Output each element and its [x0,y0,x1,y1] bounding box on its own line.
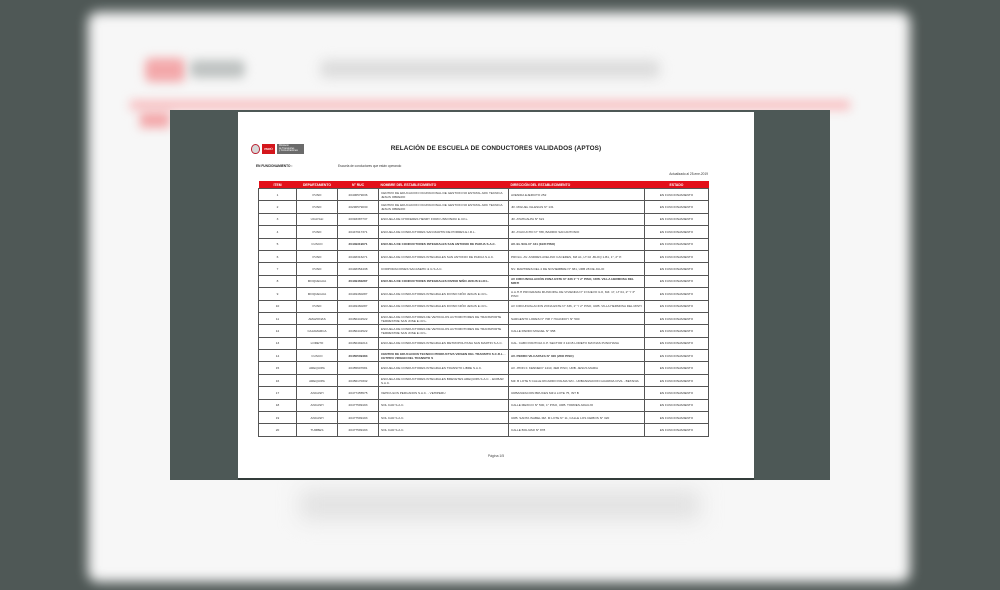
cell-estado: EN FUNCIONAMIENTO [645,263,709,275]
column-header-ruc: N° RUC [338,181,379,189]
cell-direccion: CALLE MEXICO N° 500, 1° PISO, URB. TORRES ARAUJO [509,399,645,411]
table-row [259,213,709,225]
cell-direccion: URBANIZACION BRUCES MZ A LOTE 75, INT B [509,387,645,399]
cell-estado: EN FUNCIONAMIENTO [645,424,709,436]
cell-item: 3 [259,213,297,225]
cell-item: 15 [259,362,297,374]
cell-ruc: 20477599193 [338,424,379,436]
page-number: Página 1/5 [487,454,505,458]
cell-departamento: CAJAMARCA [297,325,338,337]
blurred-background-ministry [190,60,245,78]
cell-direccion: A.A.H.H PROGRAMA MUNICIPAL DE VIVIENDA N° 9 NUEVO ILO, MZ. 17, LT 04, 2° Y 3° PISO [509,288,645,300]
cell-nombre: CENTRO DE EDUCACION OCUPACIONAL DE GESTION NO ESTATAL ARC TECNICA JESUS OBRERO [379,201,509,213]
cell-departamento: PUNO [297,189,338,201]
schools-table [258,181,709,437]
column-header-estado: ESTADO [645,181,709,189]
cell-direccion: AV. EL SOL N° 441 (1ER PISO) [509,238,645,250]
cell-nombre: ESCUELA DE CONDUCTORES INTEGRALES SAN ANTONIO DE PADUA S.A.C. [379,238,509,250]
table-row [259,387,709,399]
cell-item: 11 [259,312,297,324]
cell-estado: EN FUNCIONAMIENTO [645,189,709,201]
ministry-line-2: de Transportes [279,147,295,150]
cell-nombre: SOL CAR S.A.C. [379,424,509,436]
cell-departamento: AREQUIPA [297,374,338,386]
cell-nombre: CENTRO DE EDUCACION OCUPACIONAL DE GESTION NO ESTATAL ARC TECNICA JESUS OBRERO [379,189,509,201]
table-row [259,250,709,262]
cell-nombre: ESCUELA DE CONDUCTORES DE VEHICULOS AUTOMOTORES DE TRANSPORTE TERRESTRE SAN JOSE E.I.R.L. [379,312,509,324]
cell-nombre: ESCUELA DE CHOFERES HENRY FORD UNM PERU E.I.R.L. [379,213,509,225]
cell-direccion: JR. ATAHUALPA N° 621 [509,213,645,225]
cell-estado: EN FUNCIONAMIENTO [645,312,709,324]
table-row [259,399,709,411]
cell-estado: EN FUNCIONAMIENTO [645,275,709,287]
table-row [259,424,709,436]
cell-departamento: CUSCO [297,350,338,362]
ministry-line-3: y Comunicaciones [279,150,298,153]
cell-ruc: 20477599193 [338,399,379,411]
blurred-background-shadow [300,490,700,520]
ministry-line-1: Ministerio [279,145,289,148]
cell-nombre: ESCUELA DE CONDUCTORES INTEGRALES BREVETES AREQUIPA S.A.C. - ECIBAR S.A.C. [379,374,509,386]
cell-nombre: CORPORACIONES SACASEHC & G S.A.C. [379,263,509,275]
cell-departamento: PUNO [297,263,338,275]
cell-direccion: SARGENTO LORES N° 708 Y HUANDOY N° 500 [509,312,645,324]
cell-nombre: ESCUELA DE CONDUCTORES INTEGRALES DIVINO NIÑO JESUS E.I.R.L. [379,300,509,312]
legend-key: EN FUNCIONAMIENTO : [256,164,293,168]
cell-estado: EN FUNCIONAMIENTO [645,250,709,262]
cell-estado: EN FUNCIONAMIENTO [645,362,709,374]
legend-description: Escuela de conductores que están operando [338,164,402,168]
cell-direccion: CALLE PARDO MIGUEL N° 958 [509,325,645,337]
cell-direccion: JR. AYACUCHO N° 788, BARRIO SAN ANTONIO [509,226,645,238]
cell-item: 17 [259,387,297,399]
cell-estado: EN FUNCIONAMIENTO [645,325,709,337]
table-row [259,362,709,374]
cell-item: 20 [259,424,297,436]
cell-departamento: PUNO [297,300,338,312]
cell-estado: EN FUNCIONAMIENTO [645,238,709,250]
cell-item: 1 [259,189,297,201]
cell-nombre: ESCUELA DE CONDUCTORES INTEGRALES SAN ANTONIO DE PADUA S.A.C. [379,250,509,262]
cell-item: 6 [259,250,297,262]
table-row [259,226,709,238]
cell-direccion: AVENIDA EJERCITO 252 [509,189,645,201]
document-page [238,112,754,480]
cell-direccion: PROLG. AV. ANDRES AVELINO CACERES, MZ A1, LT 02 -BLOQ 1-B1, 1°, 2° P. [509,250,645,262]
cell-direccion: JR. MIGUEL IGLESIAS N° 131 [509,201,645,213]
table-row [259,337,709,349]
cell-departamento: CUSCO [297,238,338,250]
table-row [259,263,709,275]
cell-item: 18 [259,399,297,411]
table-header-row [259,181,709,189]
table-row [259,412,709,424]
document-viewer-frame [170,110,830,480]
cell-estado: EN FUNCIONAMIENTO [645,226,709,238]
cell-estado: EN FUNCIONAMIENTO [645,213,709,225]
cell-departamento: ANCASH [297,399,338,411]
cell-ruc: 20448354438 [338,263,379,275]
table-row [259,275,709,287]
document-title: RELACIÓN DE ESCUELA DE CONDUCTORES VALIDADOS (APTOS) [390,145,602,152]
column-header-item: ITEM [259,181,297,189]
cell-estado: EN FUNCIONAMIENTO [645,399,709,411]
cell-nombre: VEHICULOS PERUANOS S.A.C. - VEHIPERU [379,387,509,399]
cell-direccion: NV. MARTIRES DEL 4 DE NOVIEMBRE N° 381, URB 28 DE JULIO [509,263,645,275]
column-header-nombre: NOMBRE DEL ESTABLECIMIENTO [379,181,509,189]
cell-estado: EN FUNCIONAMIENTO [645,337,709,349]
cell-ruc: 20448316271 [338,250,379,262]
cell-item: 19 [259,412,297,424]
cell-ruc: 20449319071 [338,238,379,250]
cell-item: 12 [259,325,297,337]
cell-estado: EN FUNCIONAMIENTO [645,201,709,213]
cell-estado: EN FUNCIONAMIENTO [645,288,709,300]
cell-nombre: ESCUELA DE CONDUCTORES INTEGRALES TRANSITO LIBRE S.A.C. [379,362,509,374]
cell-estado: EN FUNCIONAMIENTO [645,300,709,312]
cell-direccion: AV. JHON F. KENNEDY 1410, 3ER PISO, URB. JESUS MARIA [509,362,645,374]
cell-item: 9 [259,288,297,300]
table-row [259,325,709,337]
cell-ruc: 20447917371 [338,226,379,238]
cell-nombre: ESCUELA DE CONDUCTORES SAN MARTIN DE PORRES E.I.R.L. [379,226,509,238]
cell-estado: EN FUNCIONAMIENTO [645,412,709,424]
cell-ruc: 20477599193 [338,412,379,424]
cell-ruc: 20450509483 [338,350,379,362]
cell-item: 4 [259,226,297,238]
cell-item: 2 [259,201,297,213]
table-row [259,350,709,362]
cell-departamento: PUNO [297,201,338,213]
cell-direccion: CAL. CABO PANTOJA C.P. SECTOR 3 12/15 LORETO MAYNAS PUNCHANA [509,337,645,349]
cell-nombre: ESCUELA DE CONDUCTORES INTEGRALES DIVINO NIÑO JESUS E.I.R.L. [379,275,509,287]
cell-departamento: ANCASH [297,412,338,424]
table-row [259,312,709,324]
cell-departamento: PUNO [297,250,338,262]
cell-ruc: 20449460287 [338,288,379,300]
cell-nombre: ESCUELA DE CONDUCTORES DE VEHICULOS AUTOMOTORES DE TRANSPORTE TERRESTRE SAN JOSE E.I.R.L. [379,325,509,337]
cell-departamento: AMAZONAS [297,312,338,324]
cell-departamento: TUMBES [297,424,338,436]
cell-ruc: 20406579036 [338,189,379,201]
cell-direccion: MZ. B LOTE 5 CALLE RICARDO PALMA S/N - URBANIZACION GUARDIA CIVIL - BETANIA [509,374,645,386]
cell-ruc: 20456170332 [338,374,379,386]
cell-item: 10 [259,300,297,312]
cell-direccion: CALLE BOLIVAR N° 878 [509,424,645,436]
blurred-background-red-accent [140,112,170,128]
cell-departamento: ANCASH [297,387,338,399]
cell-nombre: SOL CAR S.A.C. [379,399,509,411]
cell-item: 8 [259,275,297,287]
cell-item: 7 [259,263,297,275]
table-row [259,300,709,312]
cell-direccion: AV CIRCUNVALACIÓN ZONA ESTE N° 336 1° Y 2° PISO, URB. VILLA HERMOSA DEL MISTI [509,275,645,287]
table-row [259,238,709,250]
cell-ruc: 20455607681 [338,362,379,374]
cell-item: 16 [259,374,297,386]
cell-item: 13 [259,337,297,349]
table-row [259,201,709,213]
column-header-direccion: DIRECCIÓN DEL ESTABLECIMIENTO [509,181,645,189]
blurred-background-red-bar [130,100,850,110]
cell-departamento: UCAYALI [297,213,338,225]
cell-nombre: ESCUELA DE CONDUCTORES INTEGRALES DIVINO NIÑO JESUS E.I.R.L. [379,288,509,300]
cell-estado: EN FUNCIONAMIENTO [645,350,709,362]
cell-departamento: LORETO [297,337,338,349]
blurred-background-title [320,60,660,78]
peru-badge: PERÚ [262,144,275,154]
table-body [259,189,709,437]
cell-nombre: CENTRO DE EDUCACION TECNICO PRODUCTIVA VIRGEN DEL TRANSITO S.C.R.L. - CETPRO VIRGEN DEL TRANSITO S [379,350,509,362]
cell-nombre: SOL CAR S.A.C. [379,412,509,424]
cell-ruc: 20296579030 [338,201,379,213]
table-row [259,288,709,300]
cell-ruc: 20393387737 [338,213,379,225]
updated-date: Actualizado al 25-ene-2019 [669,172,708,176]
cell-ruc: 20477455575 [338,387,379,399]
cell-ruc: 20449460287 [338,300,379,312]
cell-departamento: PUNO [297,226,338,238]
cell-ruc: 20450492214 [338,337,379,349]
cell-item: 14 [259,350,297,362]
cell-estado: EN FUNCIONAMIENTO [645,387,709,399]
cell-ruc: 20450441522 [338,312,379,324]
cell-departamento: MOQUEGUA [297,288,338,300]
cell-ruc: 20449460287 [338,275,379,287]
table-row [259,374,709,386]
blurred-background-logo [145,58,185,82]
table-row [259,189,709,201]
cell-departamento: MOQUEGUA [297,275,338,287]
cell-departamento: AREQUIPA [297,362,338,374]
column-header-departamento: DEPARTAMENTO [297,181,338,189]
cell-item: 5 [259,238,297,250]
cell-direccion: AV CIRCUNVALACION ZONA ESTE N° 336, 1° Y 2° PISO, URB. VILLA HERMOSA DEL MISTI [509,300,645,312]
cell-ruc: 20450441522 [338,325,379,337]
cell-estado: EN FUNCIONAMIENTO [645,374,709,386]
cell-nombre: ESCUELA DE CONDUCTORES INTEGRALES METROPOLITANA SAN MARTIN S.A.C. [379,337,509,349]
cell-direccion: AV. PEDRO VILCAPAZA N° 300 (2DO PISO) [509,350,645,362]
cell-direccion: URB. SANTA ISABEL MZ. M LOTE N° 11, CALLE LOS CEIBOS N° 320 [509,412,645,424]
